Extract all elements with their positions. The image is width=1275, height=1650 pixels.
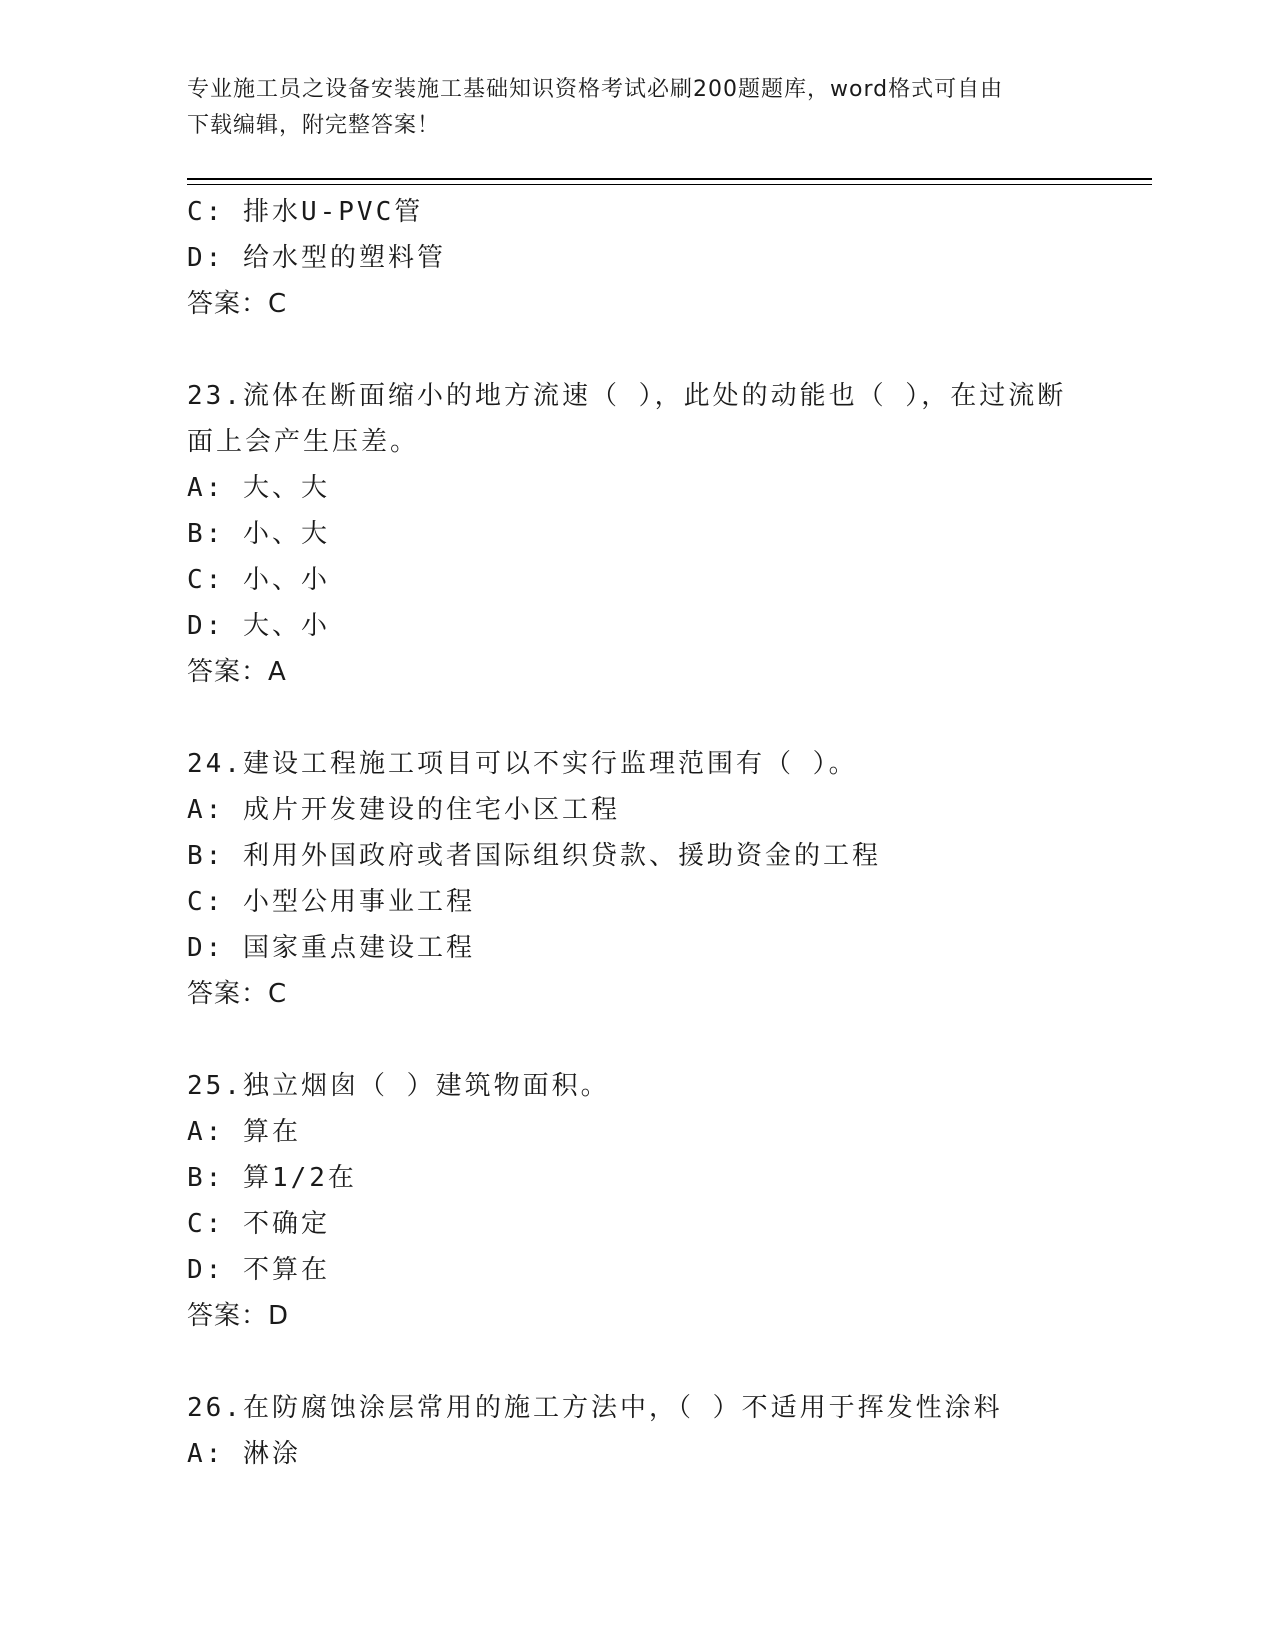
- q23-option-c: C: 小、小: [187, 565, 330, 595]
- question-24-block: [187, 741, 1087, 1017]
- q25-option-c: C: 不确定: [187, 1209, 330, 1239]
- q24-option-b: B: 利用外国政府或者国际组织贷款、援助资金的工程: [187, 841, 881, 871]
- q22-answer: 答案：C: [187, 289, 288, 319]
- q26-option-a: A: 淋涂: [187, 1439, 301, 1469]
- header-title-line-2: 下载编辑，附完整答案！: [187, 113, 441, 138]
- q23-option-b: B: 小、大: [187, 519, 330, 549]
- question-25-block: [187, 1063, 1087, 1339]
- q23-option-d: D: 大、小: [187, 611, 330, 641]
- question-22-block: [187, 189, 1087, 327]
- header-divider-thick: [187, 178, 1152, 180]
- q24-option-a: A: 成片开发建设的住宅小区工程: [187, 795, 620, 825]
- q23-question-line-1: 23.流体在断面缩小的地方流速（ ），此处的动能也（ ），在过流断: [187, 381, 1067, 411]
- question-list: [187, 189, 1087, 1477]
- q24-question: 24.建设工程施工项目可以不实行监理范围有（ ）。: [187, 749, 858, 779]
- header-divider-thin: [187, 184, 1152, 185]
- q25-question: 25.独立烟囱（ ）建筑物面积。: [187, 1071, 610, 1101]
- q25-option-a: A: 算在: [187, 1117, 301, 1147]
- question-23-block: [187, 373, 1087, 695]
- q22-option-d: D: 给水型的塑料管: [187, 243, 446, 273]
- q25-option-d: D: 不算在: [187, 1255, 330, 1285]
- q22-option-c: C: 排水U-PVC管: [187, 197, 424, 227]
- document-header: [187, 72, 1067, 144]
- q25-option-b: B: 算1/2在: [187, 1163, 357, 1193]
- q23-answer: 答案：A: [187, 657, 287, 687]
- q23-question-line-2: 面上会产生压差。: [187, 427, 420, 457]
- spacer: [187, 1339, 1087, 1385]
- q25-answer: 答案：D: [187, 1301, 290, 1331]
- q24-option-c: C: 小型公用事业工程: [187, 887, 475, 917]
- q24-option-d: D: 国家重点建设工程: [187, 933, 475, 963]
- spacer: [187, 327, 1087, 373]
- question-26-block: [187, 1385, 1087, 1477]
- q24-answer: 答案：C: [187, 979, 288, 1009]
- q26-question: 26.在防腐蚀涂层常用的施工方法中，（ ）不适用于挥发性涂料: [187, 1393, 1003, 1423]
- spacer: [187, 1017, 1087, 1063]
- spacer: [187, 695, 1087, 741]
- q23-option-a: A: 大、大: [187, 473, 330, 503]
- header-title-line-1: 专业施工员之设备安装施工基础知识资格考试必刷200题题库，word格式可自由: [187, 77, 1004, 102]
